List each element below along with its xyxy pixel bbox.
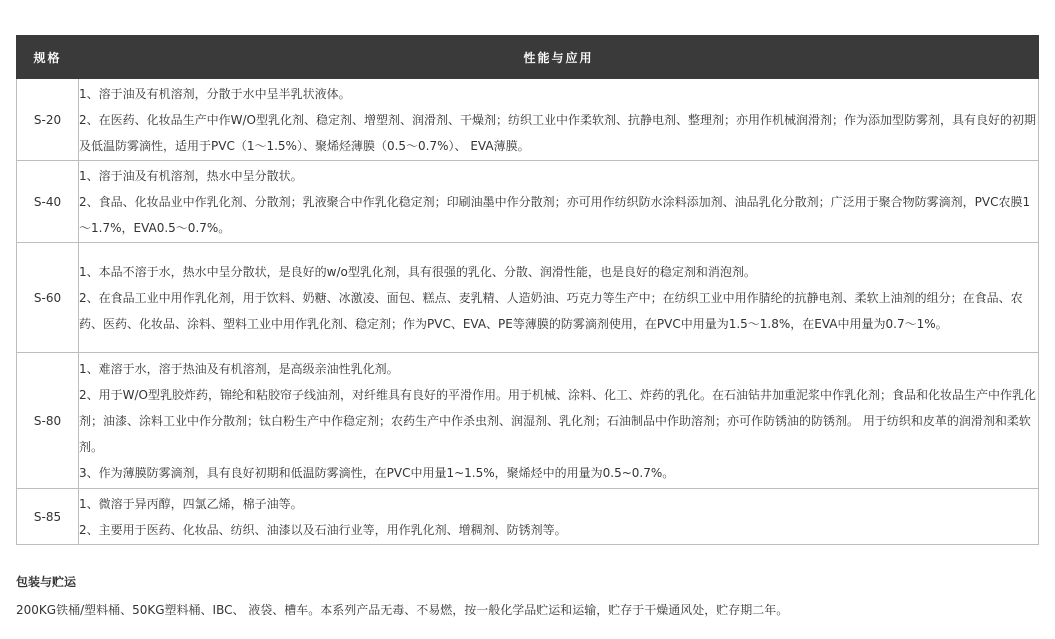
table-row [17, 243, 1039, 353]
description-line: 2、在医药、化妆品生产中作W/O型乳化剂、稳定剂、增塑剂、润滑剂、干燥剂；纺织工业中作柔软剂、抗静电剂、整理剂；亦用作机械润滑剂；作为添加型防雾剂，具有良好的初期及低温防雾滴性，适用于PVC（1～1.5%）、聚烯烃薄膜（0.5～0.7%）、 EVA薄膜。 [79, 112, 1036, 153]
table-row [17, 161, 1039, 243]
packaging-text: 200KG铁桶/塑料桶、50KG塑料桶、IBC、 液袋、槽车。本系列产品无毒、不易燃，按一般化学品贮运和运输，贮存于干燥通风处，贮存期二年。 [16, 603, 789, 617]
description-cell [79, 161, 1039, 243]
spec-cell: S-20 [17, 79, 79, 161]
spec-cell: S-85 [17, 489, 79, 545]
table-row [17, 353, 1039, 489]
description-line: 2、用于W/O型乳胶炸药，锦纶和粘胶帘子线油剂，对纤维具有良好的平滑作用。用于机械、涂料、化工、炸药的乳化。在石油钻井加重泥浆中作乳化剂；食品和化妆品生产中作乳化剂；油漆、涂料工业中作分散剂；钛白粉生产中作稳定剂；农药生产中作杀虫剂、润湿剂、乳化剂；石油制品中作助溶剂；亦可作防锈油的防锈剂。 用于纺织和皮革的润滑剂和柔软剂。 [79, 387, 1036, 454]
header-performance-application: 性能与应用 [79, 36, 1039, 79]
spec-cell: S-80 [17, 353, 79, 489]
description-cell [79, 79, 1039, 161]
description-line: 3、作为薄膜防雾滴剂，具有良好初期和低温防雾滴性，在PVC中用量1~1.5%，聚烯烃中的用量为0.5~0.7%。 [79, 465, 675, 480]
table-header-row [17, 36, 1039, 79]
description-line: 1、难溶于水，溶于热油及有机溶剂，是高级亲油性乳化剂。 [79, 361, 399, 376]
description-line: 1、本品不溶于水，热水中呈分散状，是良好的w/o型乳化剂，具有很强的乳化、分散、润滑性能，也是良好的稳定剂和消泡剂。 [79, 264, 756, 279]
description-cell [79, 489, 1039, 545]
description-line: 1、微溶于异丙醇，四氯乙烯，棉子油等。 [79, 496, 303, 511]
spec-cell: S-40 [17, 161, 79, 243]
description-line: 1、溶于油及有机溶剂，分散于水中呈半乳状液体。 [79, 86, 351, 101]
spec-table [16, 35, 1039, 545]
packaging-title: 包装与贮运 [16, 575, 77, 589]
description-line: 2、主要用于医药、化妆品、纺织、油漆以及石油行业等，用作乳化剂、增稠剂、防锈剂等。 [79, 522, 567, 537]
description-line: 2、食品、化妆品业中作乳化剂、分散剂；乳液聚合中作乳化稳定剂；印刷油墨中作分散剂；亦可用作纺织防水涂料添加剂、油品乳化分散剂；广泛用于聚合物防雾滴剂，PVC农膜1～1.7%，EVA0.5～0.7%。 [79, 194, 1031, 235]
spec-cell: S-60 [17, 243, 79, 353]
description-line: 2、在食品工业中用作乳化剂，用于饮料、奶糖、冰激凌、面包、糕点、麦乳精、人造奶油、巧克力等生产中；在纺织工业中用作腈纶的抗静电剂、柔软上油剂的组分；在食品、农药、医药、化妆品、涂料、塑料工业中用作乳化剂、稳定剂；作为PVC、EVA、PE等薄膜的防雾滴剂使用，在PVC中用量为1.5～1.8%，在EVA中用量为0.7～1%。 [79, 290, 1023, 331]
table-row [17, 79, 1039, 161]
description-cell [79, 243, 1039, 353]
description-cell [79, 353, 1039, 489]
description-line: 1、溶于油及有机溶剂，热水中呈分散状。 [79, 168, 303, 183]
header-spec: 规格 [17, 36, 79, 79]
table-row [17, 489, 1039, 545]
